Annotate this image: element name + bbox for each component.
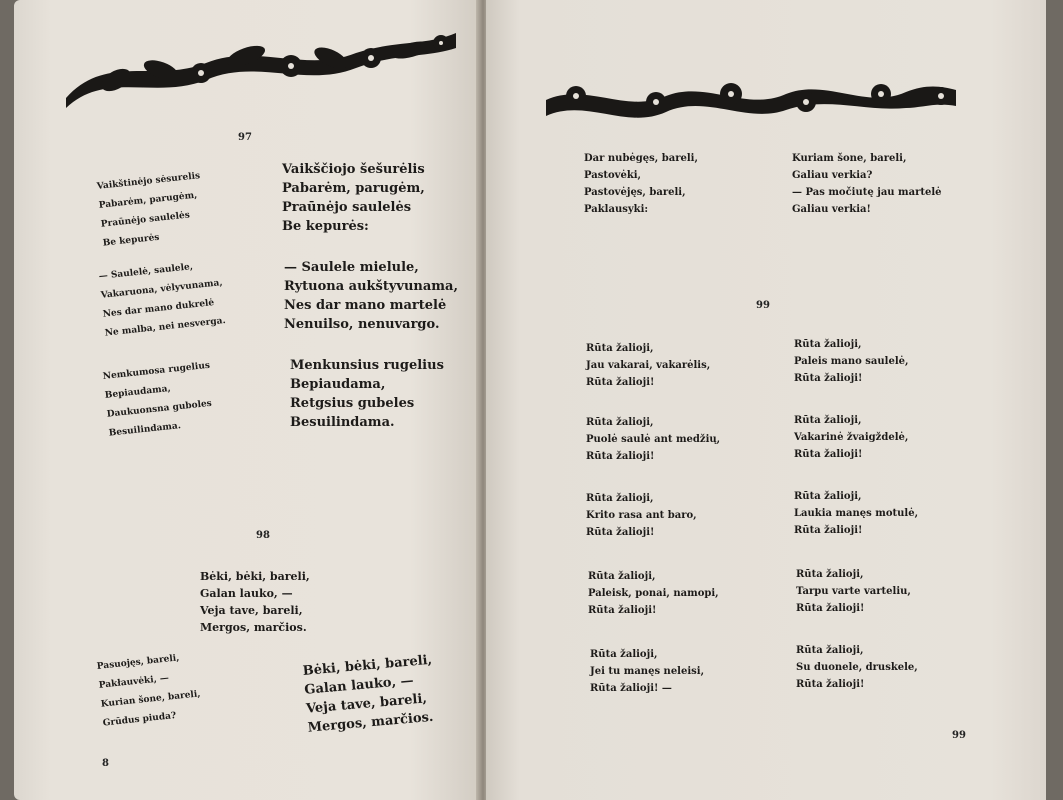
song-number: 98 xyxy=(256,530,270,541)
stanza-main: — Saulele mielule, Rytuona aukštyvunama, Nes dar mano martelė Nenuilso, nenuvargo. xyxy=(284,260,459,332)
stanza-main: Rūta žalioji, Su duonele, druskele, Rūta žalioji! xyxy=(796,645,918,690)
stanza-small: Nemkumosa rugelius Bepiaudama, Daukuonsna guboles Besuilindama. xyxy=(102,360,213,439)
stanza-main: Kuriam šone, bareli, Galiau verkia? — Pas močiutę jau martelė Galiau verkia! xyxy=(792,153,942,215)
stanza-main: Vaikščiojo šešurėlis Pabarėm, parugėm, Praūnėjo saulelės Be kepurės: xyxy=(282,162,425,234)
page-number: 99 xyxy=(952,730,966,741)
floral-ornament-icon xyxy=(66,28,456,108)
stanza-main: Rūta žalioji, Jei tu manęs neleisi, Rūta žalioji! — xyxy=(590,649,705,694)
stanza-small: — Saulelė, saulele, Vakaruona, vėlyvunama, Nes dar mano dukrelė Ne malba, nei nesverga. xyxy=(98,262,227,339)
stanza-main: Rūta žalioji, Tarpu varte varteliu, Rūta žalioji! xyxy=(796,569,911,614)
page-number: 8 xyxy=(102,758,109,769)
stanza-main: Rūta žalioji, Krito rasa ant baro, Rūta žalioji! xyxy=(586,493,697,538)
left-page xyxy=(14,0,480,800)
stanza-small: Vaikštinėjo sėsurelis Pabarėm, parugėm, Praūnėjo saulelės Be kepurės xyxy=(96,171,201,249)
stanza-main: Dar nubėgęs, bareli, Pastovėki, Pastovėjęs, bareli, Paklausyki: xyxy=(584,153,698,215)
stanza-main: Menkunsius rugelius Bepiaudama, Retgsius gubeles Besuilindama. xyxy=(290,358,444,430)
stanza-main: Rūta žalioji, Jau vakarai, vakarėlis, Rūta žalioji! xyxy=(586,343,711,388)
stanza-main: Rūta žalioji, Vakarinė žvaigždelė, Rūta žalioji! xyxy=(794,415,909,460)
stanza-main: Rūta žalioji, Paleisk, ponai, namopi, Rūta žalioji! xyxy=(588,571,719,616)
floral-ornament-icon xyxy=(546,74,956,120)
song-number: 99 xyxy=(756,300,770,311)
stanza-small: Pasuojęs, bareli, Pakłauvėki, — Kurian šone, bareli, Grūdus piuda? xyxy=(96,653,201,729)
stanza-main: Rūta žalioji, Paleis mano saulelė, Rūta žalioji! xyxy=(794,339,909,384)
song-number: 97 xyxy=(238,132,252,143)
stanza-main: Rūta žalioji, Puolė saulė ant medžių, Rūta žalioji! xyxy=(586,417,721,462)
stanza-main: Rūta žalioji, Laukia manęs motulė, Rūta žalioji! xyxy=(794,491,919,536)
stanza-rotated: Bėki, bėki, bareli, Galan lauko, — Veja tave, bareli, Mergos, marčios. xyxy=(302,652,435,736)
right-page xyxy=(486,0,1046,800)
stanza-main: Bėki, bėki, bareli, Galan lauko, — Veja tave, bareli, Mergos, marčios. xyxy=(200,570,310,634)
